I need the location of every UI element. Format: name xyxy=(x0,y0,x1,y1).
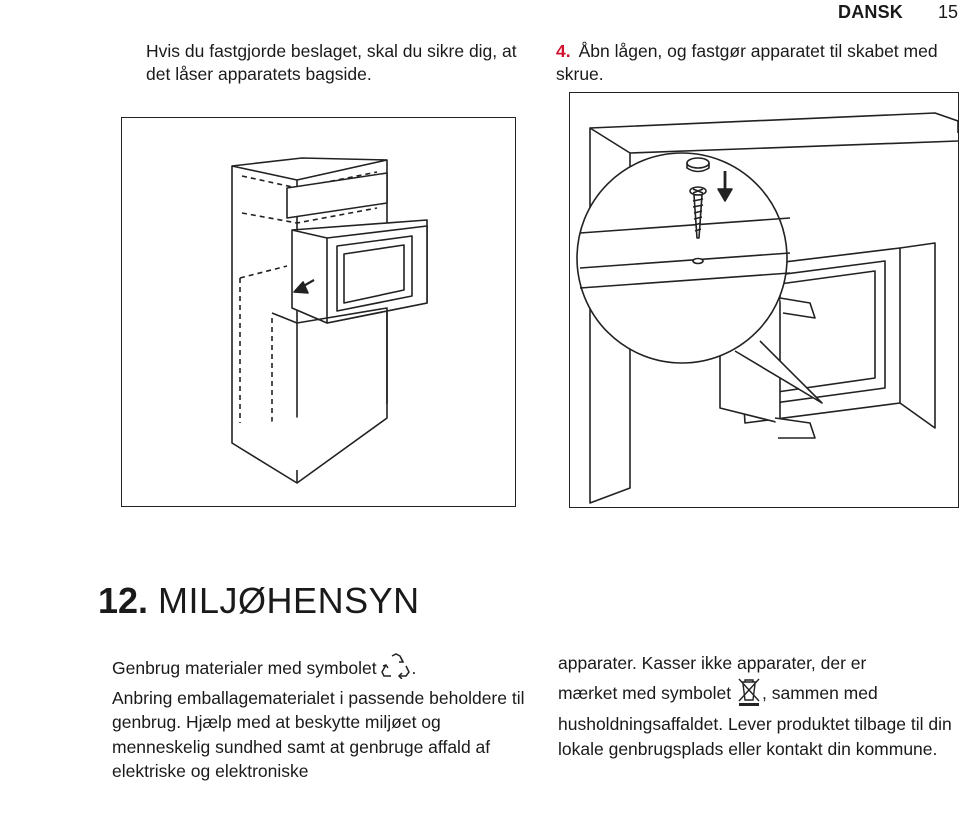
section-title: MILJØHENSYN xyxy=(158,580,420,621)
recycle-icon xyxy=(381,653,411,686)
bin-text: mærket med symbolet xyxy=(558,682,732,703)
language-label: DANSK xyxy=(838,2,904,22)
step-4 xyxy=(556,40,956,86)
screw-detail-illustration xyxy=(569,92,959,508)
intro-text: Hvis du fastgjorde beslaget, skal du sikre dig, at det låser apparatets bagside. xyxy=(146,41,517,84)
recycle-period: . xyxy=(411,657,417,678)
right-line-1: apparater. Kasser ikke apparater, der er xyxy=(558,653,867,673)
cabinet-illustration xyxy=(121,117,516,507)
section-number: 12. xyxy=(98,580,149,621)
step-number: 4. xyxy=(556,41,571,61)
bin-text-after: , sammen med xyxy=(761,682,878,703)
recycle-text: Genbrug materialer med symbolet xyxy=(112,657,377,678)
right-line-2 xyxy=(558,676,958,713)
left-paragraph: Anbring emballagematerialet i passende beholdere til genbrug. Hjælp med at beskytte miljøet og menneskelig sundhed samt at genbruge affald af elektriske og elektroniske xyxy=(112,687,525,781)
recycle-line xyxy=(112,653,532,686)
crossed-bin-icon xyxy=(736,676,762,713)
page-number: 15 xyxy=(938,2,959,22)
section-heading xyxy=(98,580,420,622)
right-paragraph: husholdningsaffaldet. Lever produktet tilbage til din lokale genbrugsplads eller kontakt din kommune. xyxy=(558,714,952,759)
step-text: Åbn lågen, og fastgør apparatet til skabet med skrue. xyxy=(556,41,938,84)
right-column xyxy=(558,651,958,761)
left-column xyxy=(112,653,532,784)
